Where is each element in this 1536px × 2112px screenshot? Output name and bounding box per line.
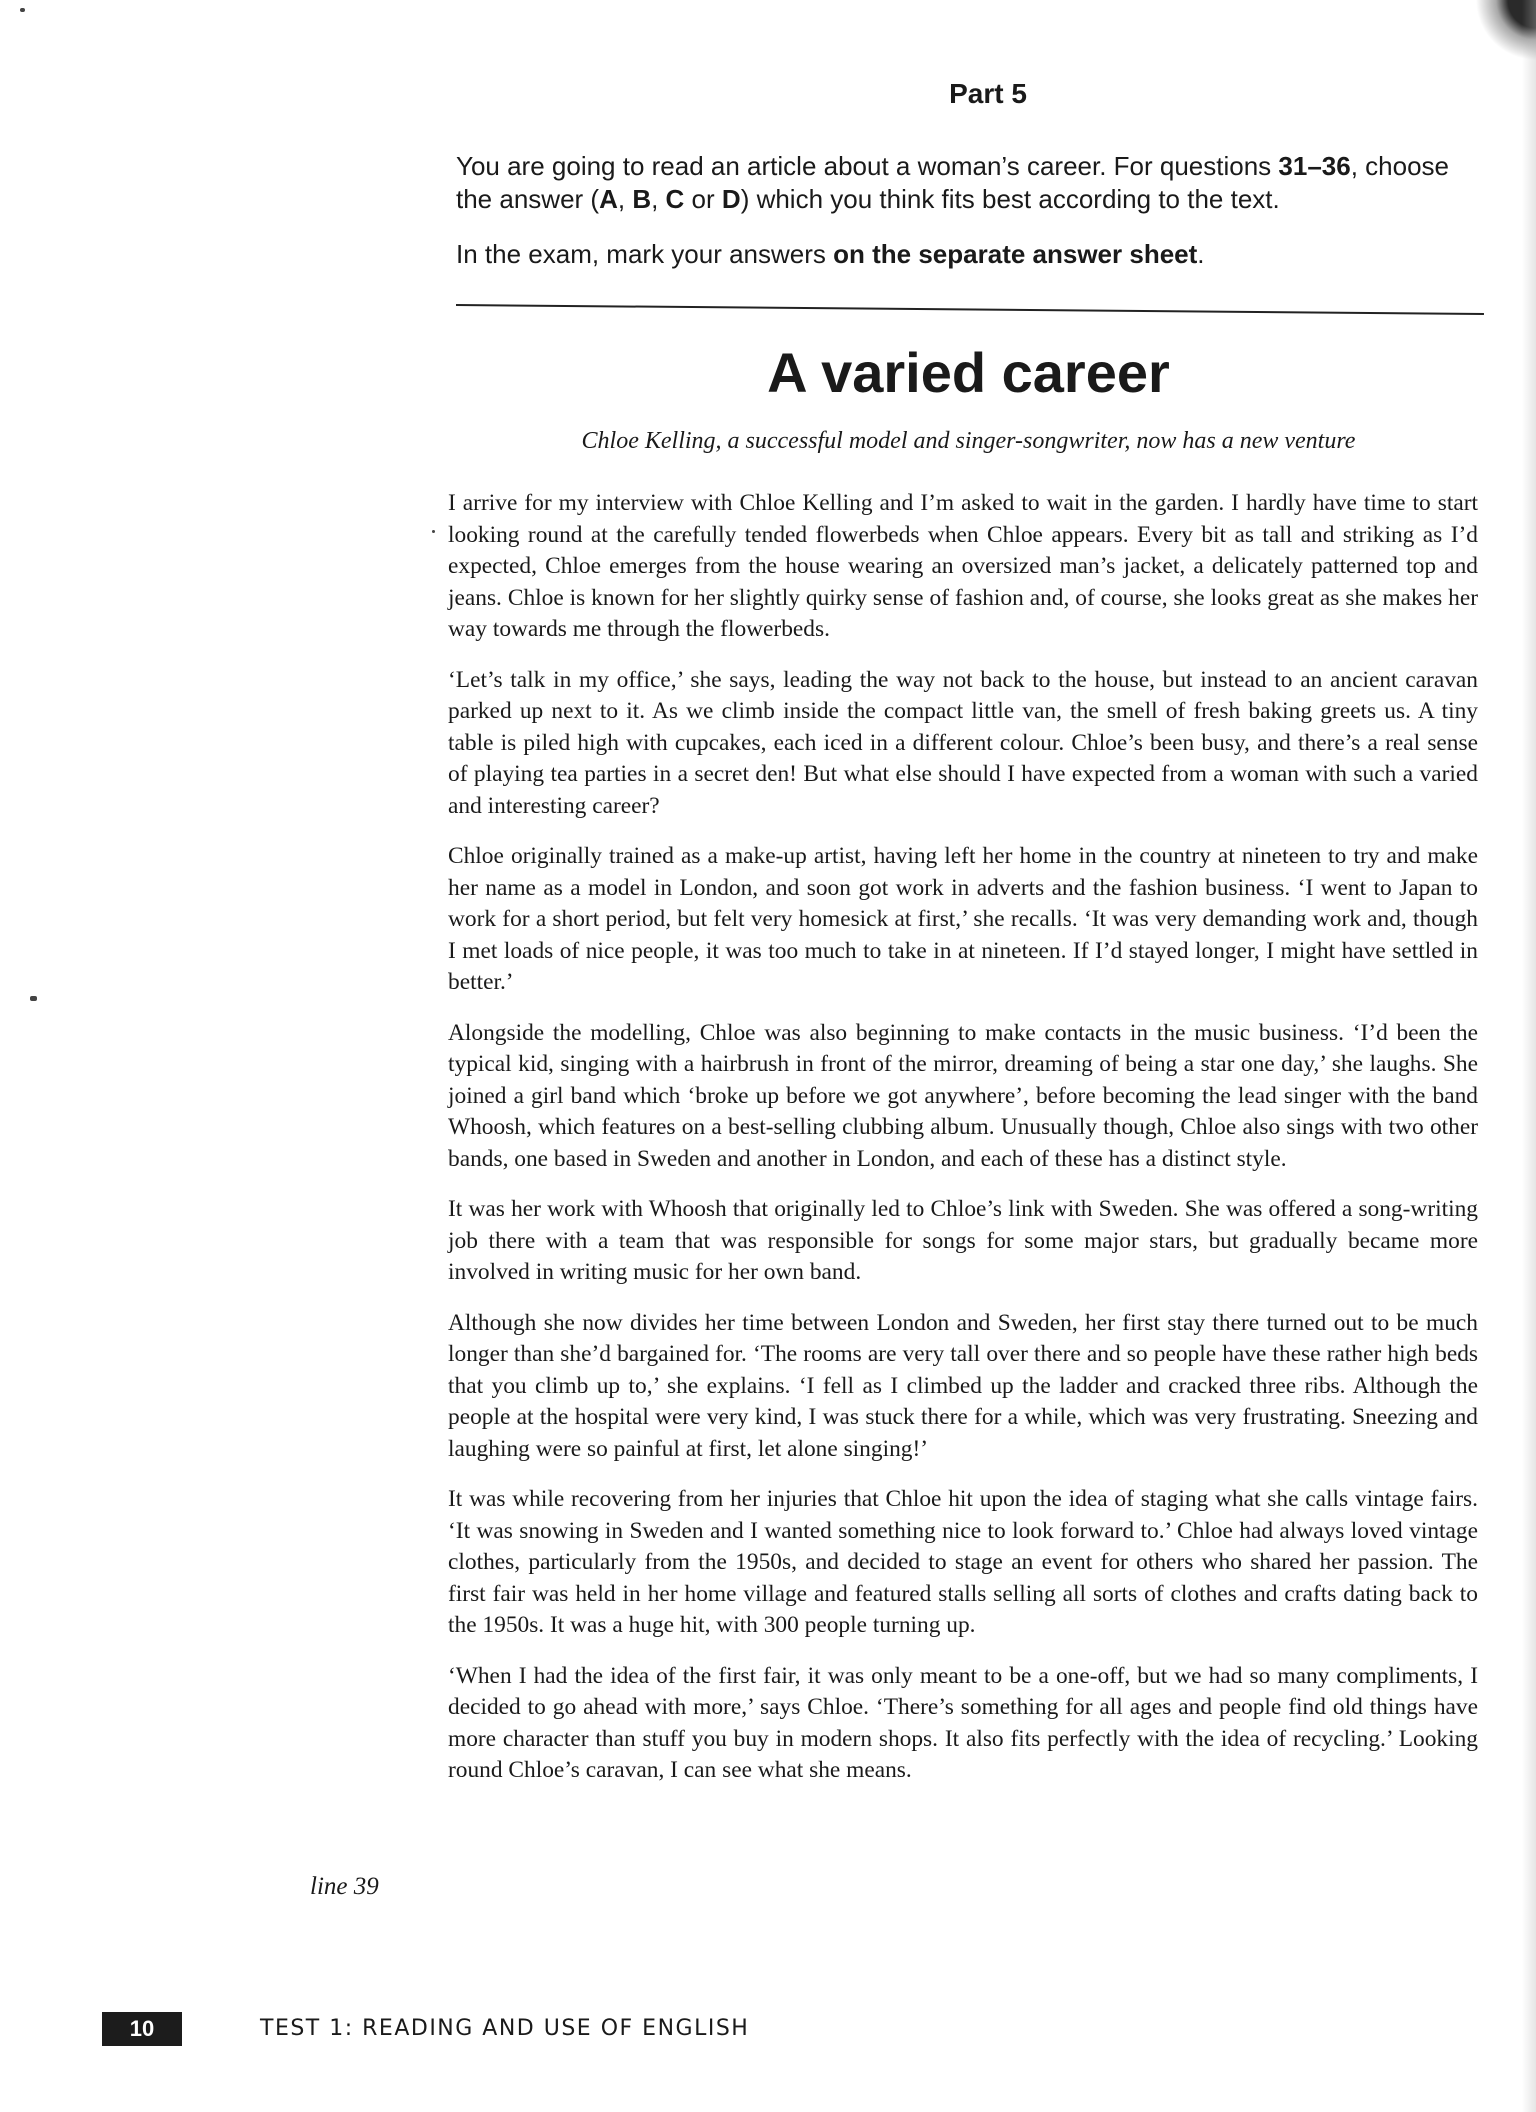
article-paragraph: I arrive for my interview with Chloe Kelling and I’m asked to wait in the garden. I hardly have time to start looking round at the carefully tended flowerbeds when Chloe appears. Every bit as tall and striking as I’d expected, Chloe emerges from the house wearing an oversized man’s jacket, a delicately patterned top and jeans. Chloe is known for her slightly quirky sense of fashion and, of course, she looks great as she makes her way towards me through the flowerbeds. xyxy=(448,490,1478,642)
divider-rule xyxy=(456,304,1484,315)
option-c: C xyxy=(665,184,685,214)
answer-sheet-emphasis: on the separate answer sheet xyxy=(833,239,1198,269)
article-title: A varied career xyxy=(767,341,1170,404)
page-edge-shade xyxy=(1522,0,1536,2112)
option-d: D xyxy=(721,184,741,214)
option-a: A xyxy=(599,184,618,214)
line-marker: line 39 xyxy=(310,1873,379,1900)
article-body xyxy=(448,488,1478,1806)
article-paragraph: Chloe originally trained as a make-up artist, having left her home in the country at nineteen to try and make her name as a model in London, and soon got work in adverts and the fashion business. ‘I went to Japan to work for a short period, but felt very homesick at first,’ she recalls. ‘It was very demanding work and, though I met loads of nice people, it was too much to take in at nineteen. If I’d stayed longer, I might have settled in better.’ xyxy=(448,843,1478,995)
scan-speck xyxy=(30,996,37,1001)
scan-speck xyxy=(432,530,435,533)
option-b: B xyxy=(632,184,652,214)
article-paragraph: ‘When I had the idea of the first fair, it was only meant to be a one-off, but we had so many compliments, I decided to go ahead with more,’ says Chloe. ‘There’s something for all ages and people find old things have more character than stuff you buy in modern shops. It also fits perfectly with the idea of recycling.’ Looking round Chloe’s caravan, I can see what she means. xyxy=(448,1662,1478,1783)
article-subtitle: Chloe Kelling, a successful model and singer-songwriter, now has a new venture xyxy=(581,428,1356,454)
article-paragraph: Alongside the modelling, Chloe was also beginning to make contacts in the music business. ‘I’d been the typical kid, singing with a hairbrush in front of the mirror, dreaming of being a star one day,’ she laughs. She joined a girl band which ‘broke up before we got anywhere’, before becoming the lead singer with the band Whoosh, which features on a best-selling clubbing album. Unusually though, Chloe also sings with two other bands, one based in Sweden and another in London, and each of these has a distinct style. xyxy=(448,1019,1478,1172)
article-paragraph: It was her work with Whoosh that originally led to Chloe’s link with Sweden. She was offered a song-writing job there with a team that was responsible for songs for some major stars, but gradually became more involved in writing music for her own band. xyxy=(448,1196,1478,1285)
instruction-answer-sheet: In the exam, mark your answers on the separate answer sheet. xyxy=(456,239,1205,269)
article-paragraph: It was while recovering from her injuries that Chloe hit upon the idea of staging what she calls vintage fairs. ‘It was snowing in Sweden and I wanted something nice to look forward to.’ Chloe had always loved vintage clothes, particularly from the 1950s, and decided to stage an event for others who shared her passion. The first fair was held in her home village and featured stalls selling all sorts of clothes and crafts dating back to the 1950s. It was a huge hit, with 300 people turning up. xyxy=(448,1486,1478,1638)
question-range: 31–36 xyxy=(1278,151,1351,181)
article-paragraph: Although she now divides her time between London and Sweden, her first stay there turned out to be much longer than she’d bargained for. ‘The rooms are very tall over there and so people have these rather high beds that you climb up to,’ she explains. ‘I fell as I climbed up the ladder and cracked three ribs. Although the people at the hospital were very kind, I was stuck there for a while, which was very frustrating. Sneezing and laughing were so painful at first, let alone singing!’ xyxy=(448,1309,1478,1462)
instruction-questions: You are going to read an article about a woman’s career. For questions 31–36, choose the answer (A, B, C or D) which you think fits best according to the text. xyxy=(456,151,1450,214)
article-paragraph: ‘Let’s talk in my office,’ she says, leading the way not back to the house, but instead to an ancient caravan parked up next to it. As we climb inside the compact little van, the smell of fresh baking greets us. A tiny table is piled high with cupcakes, each iced in a different colour. Chloe’s been busy, and there’s a real sense of playing tea parties in a secret den! But what else should I have expected from a woman with such a varied and interesting career? xyxy=(448,666,1478,819)
part-heading: Part 5 xyxy=(949,78,1027,109)
instructions xyxy=(456,150,1481,293)
page-number-badge: 10 xyxy=(102,2012,182,2046)
footer-section-title: TEST 1: READING AND USE OF ENGLISH xyxy=(260,2016,750,2041)
scan-speck xyxy=(20,8,25,12)
